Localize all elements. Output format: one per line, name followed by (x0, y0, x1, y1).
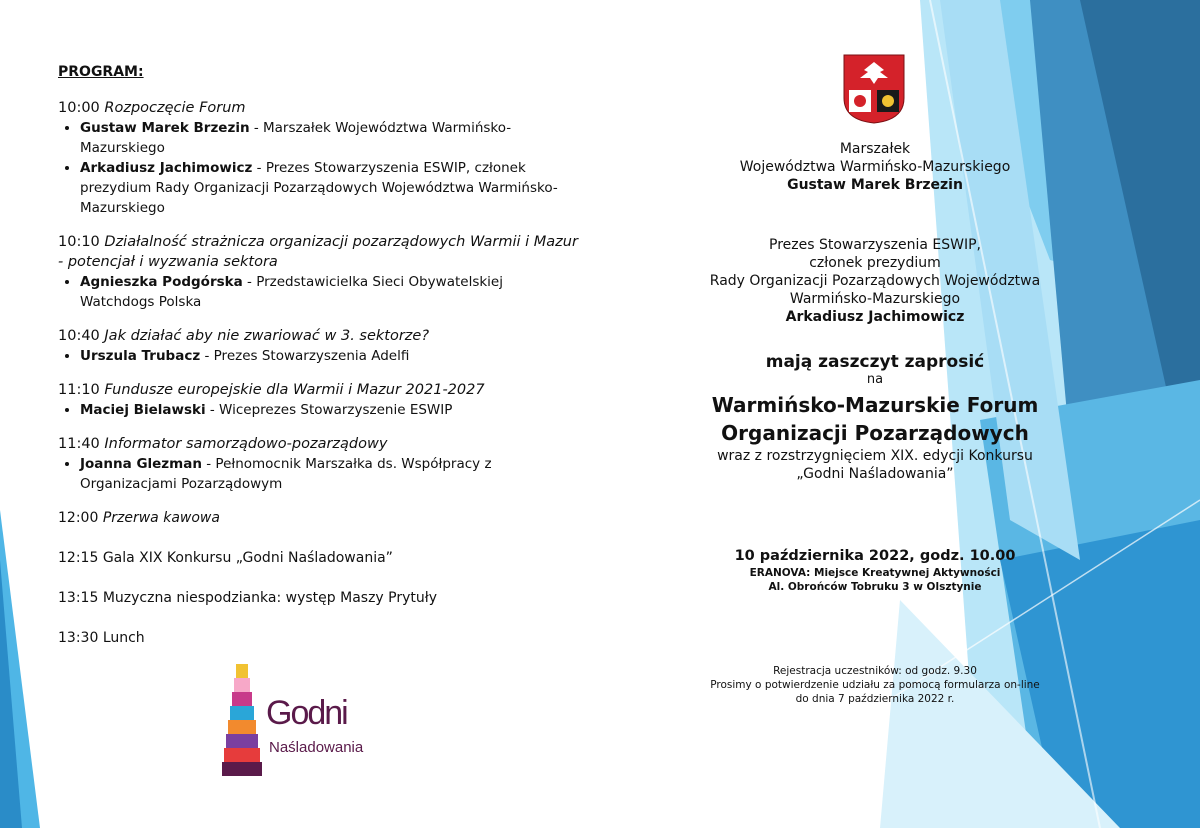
program-simple-item: 12:15 Gala XIX Konkursu „Godni Naśladowania” (58, 550, 393, 566)
coat-of-arms-icon (843, 54, 905, 124)
host-region: Województwa Warmińsko-Mazurskiego (739, 159, 1011, 175)
item-title: Informator samorządowo-pozarządowy (104, 436, 388, 452)
host-line: Rady Organizacji Pozarządowych Województwa (709, 273, 1041, 289)
item-time: 11:40 (58, 436, 100, 452)
speaker: • Agnieszka Podgórska - Przedstawicielka Sieci Obywatelskiej Watchdogs Polska (80, 272, 578, 312)
registration-line: Rejestracja uczestników: od godz. 9.30 (773, 665, 977, 677)
item-title: Jak działać aby nie zwariować w 3. sektorze? (104, 328, 430, 344)
logo-text-main: Godni (266, 694, 347, 732)
logo-text-sub: Naśladowania (269, 739, 364, 756)
host-marshal (660, 140, 1090, 194)
event-date: 10 października 2022, godz. 10.00 (734, 548, 1016, 564)
registration-info (660, 664, 1090, 706)
godni-nasladowania-logo (222, 664, 402, 776)
invite-honor: mają zaszczyt zaprosić (765, 352, 985, 372)
program-simple-item: 13:15 Muzyczna niespodzianka: występ Maszy Prytuły (58, 590, 438, 606)
item-time: 11:10 (58, 382, 100, 398)
item-time: 10:40 (58, 328, 100, 344)
item-title: Rozpoczęcie Forum (104, 100, 246, 116)
host-name: Gustaw Marek Brzezin (787, 177, 963, 193)
host-title: Marszałek (839, 141, 911, 157)
program-panel (58, 62, 578, 668)
host-name: Arkadiusz Jachimowicz (785, 309, 965, 325)
program-item (58, 98, 578, 218)
program-item (58, 434, 578, 494)
host-eswip (660, 236, 1090, 326)
speaker: • Gustaw Marek Brzezin - Marszałek Województwa Warmińsko-Mazurskiego (80, 118, 578, 158)
item-title: Fundusze europejskie dla Warmii i Mazur 2021-2027 (104, 382, 485, 398)
registration-line: do dnia 7 października 2022 r. (795, 693, 955, 705)
item-time: 10:00 (58, 100, 100, 116)
host-line: Warmińsko-Mazurskiego (789, 291, 961, 307)
registration-line: Prosimy o potwierdzenie udziału za pomocą formularza on-line (710, 679, 1040, 691)
contest-name: „Godni Naśladowania” (796, 466, 954, 482)
program-item (58, 326, 578, 366)
item-title: Działalność strażnicza organizacji pozarządowych Warmii i Mazur - potencjał i wyzwania sektora (58, 234, 578, 270)
event-title-line1: Warmińsko-Mazurskie Forum (711, 393, 1039, 417)
program-simple-item: 13:30 Lunch (58, 630, 145, 646)
invite-with: wraz z rozstrzygnięciem XIX. edycji Konkursu (717, 448, 1033, 464)
speaker: • Arkadiusz Jachimowicz - Prezes Stowarzyszenia ESWIP, członek prezydium Rady Organizacji Pozarządowych Województwa Warmińsko-Mazurskiego (80, 158, 578, 218)
logo-tower-icon (222, 664, 266, 776)
speaker: • Maciej Bielawski - Wiceprezes Stowarzyszenie ESWIP (80, 400, 578, 420)
host-line: członek prezydium (809, 255, 941, 271)
item-time: 10:10 (58, 234, 100, 250)
invitation-block (660, 351, 1090, 483)
speaker: • Urszula Trubacz - Prezes Stowarzyszenia Adelfi (80, 346, 578, 366)
event-venue: ERANOVA: Miejsce Kreatywnej Aktywności (749, 567, 1001, 579)
program-item (58, 380, 578, 420)
event-title-line2: Organizacji Pozarządowych (721, 421, 1029, 445)
program-title: PROGRAM: (58, 64, 144, 80)
program-item (58, 232, 578, 312)
program-simple-item: 12:00 Przerwa kawowa (58, 510, 220, 526)
event-address: Al. Obrońców Tobruku 3 w Olsztynie (768, 581, 982, 593)
host-line: Prezes Stowarzyszenia ESWIP, (769, 237, 981, 253)
invite-na: na (866, 372, 884, 387)
event-datetime (660, 546, 1090, 594)
speaker: • Joanna Glezman - Pełnomocnik Marszałka ds. Współpracy z Organizacjami Pozarządowym (80, 454, 578, 494)
